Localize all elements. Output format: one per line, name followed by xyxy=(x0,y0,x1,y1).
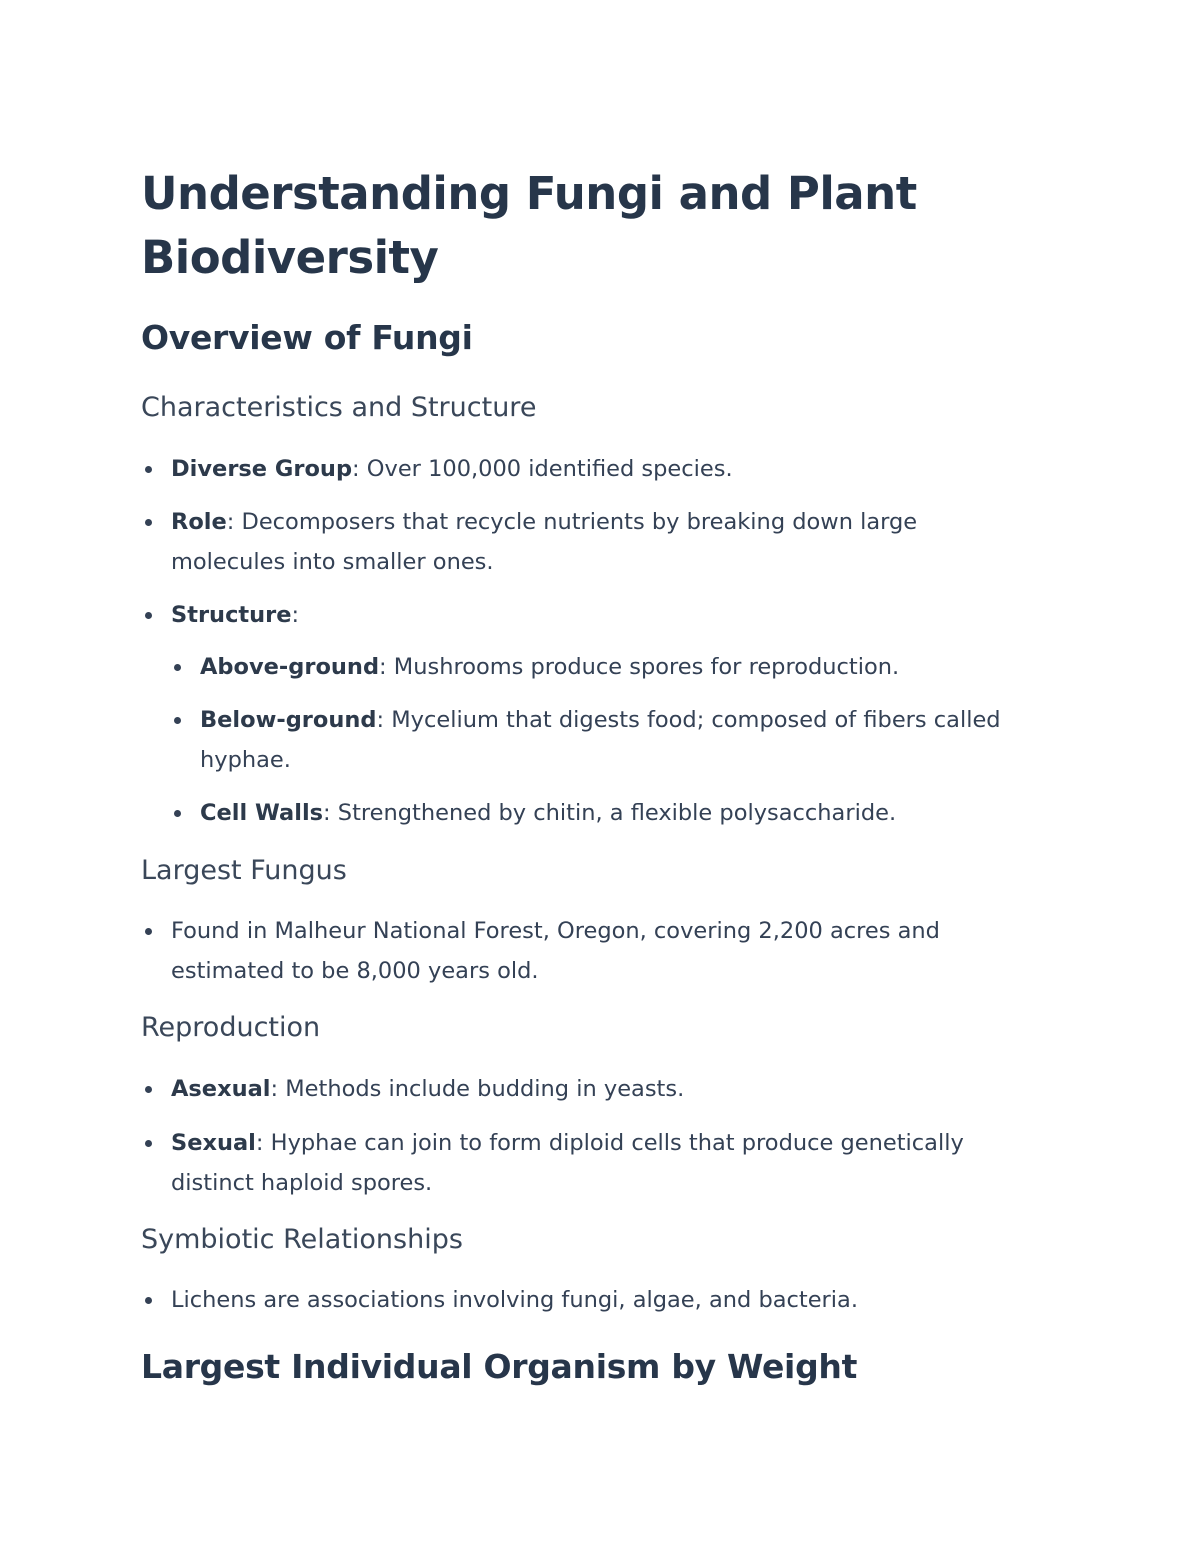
list-item-text: Decomposers that recycle nutrients by breaking down large molecules into smaller ones. xyxy=(171,509,918,575)
list-item-text: Strengthened by chitin, a flexible polysaccharide. xyxy=(330,800,897,826)
list-item-text: Over 100,000 identified species. xyxy=(359,456,733,482)
list-item-text: Methods include budding in yeasts. xyxy=(278,1076,685,1102)
subsection-heading-symbiotic: Symbiotic Relationships xyxy=(141,1224,463,1255)
list-item-text: Mushrooms produce spores for reproduction. xyxy=(386,654,900,680)
list-item: Structure: xyxy=(171,595,1031,635)
list-item-text: Lichens are associations involving fungi, algae, and bacteria. xyxy=(171,1287,858,1313)
list-item-term: Sexual xyxy=(171,1130,256,1156)
list-item-term: Cell Walls xyxy=(200,800,324,826)
bullet-icon xyxy=(174,717,181,724)
bullet-icon xyxy=(145,1086,152,1093)
list-item-nested: Below-ground: Mycelium that digests food; composed of fibers called hyphae. xyxy=(200,700,1030,780)
list-item-term: Asexual xyxy=(171,1076,271,1102)
list-item-term: Role xyxy=(171,509,227,535)
list-item: Asexual: Methods include budding in yeasts. xyxy=(171,1069,1031,1109)
bullet-icon xyxy=(174,664,181,671)
list-item-text: Found in Malheur National Forest, Oregon, covering 2,200 acres and estimated to be 8,000 years old. xyxy=(171,918,940,984)
list-item-text: Hyphae can join to form diploid cells that produce genetically distinct haploid spores. xyxy=(171,1130,964,1196)
list-item-term: Structure xyxy=(171,602,292,628)
bullet-icon xyxy=(174,810,181,817)
list-item: Diverse Group: Over 100,000 identified species. xyxy=(171,449,1031,489)
list-item xyxy=(171,911,1031,991)
bullet-icon xyxy=(145,519,152,526)
bullet-icon xyxy=(145,612,152,619)
list-item-term: Above-ground xyxy=(200,654,380,680)
section-heading-overview: Overview of Fungi xyxy=(141,318,473,357)
list-item-nested: Cell Walls: Strengthened by chitin, a flexible polysaccharide. xyxy=(200,793,1030,833)
list-item-term: Below-ground xyxy=(200,707,377,733)
bullet-icon xyxy=(145,1140,152,1147)
section-heading-largest-organism: Largest Individual Organism by Weight xyxy=(141,1347,858,1386)
list-item: Sexual: Hyphae can join to form diploid cells that produce genetically distinct haploid spores. xyxy=(171,1123,1031,1203)
page-title: Understanding Fungi and Plant Biodiversity xyxy=(141,167,917,284)
list-item xyxy=(171,1280,1031,1320)
list-item-nested: Above-ground: Mushrooms produce spores for reproduction. xyxy=(200,647,1030,687)
subsection-heading-largest-fungus: Largest Fungus xyxy=(141,855,347,886)
list-item-text: Mycelium that digests food; composed of fibers called hyphae. xyxy=(200,707,1001,773)
bullet-icon xyxy=(145,466,152,473)
list-item-term: Diverse Group xyxy=(171,456,353,482)
bullet-icon xyxy=(145,1297,152,1304)
subsection-heading-characteristics: Characteristics and Structure xyxy=(141,392,537,423)
subsection-heading-reproduction: Reproduction xyxy=(141,1012,321,1043)
bullet-icon xyxy=(145,928,152,935)
list-item: Role: Decomposers that recycle nutrients by breaking down large molecules into smaller ones. xyxy=(171,502,1031,582)
